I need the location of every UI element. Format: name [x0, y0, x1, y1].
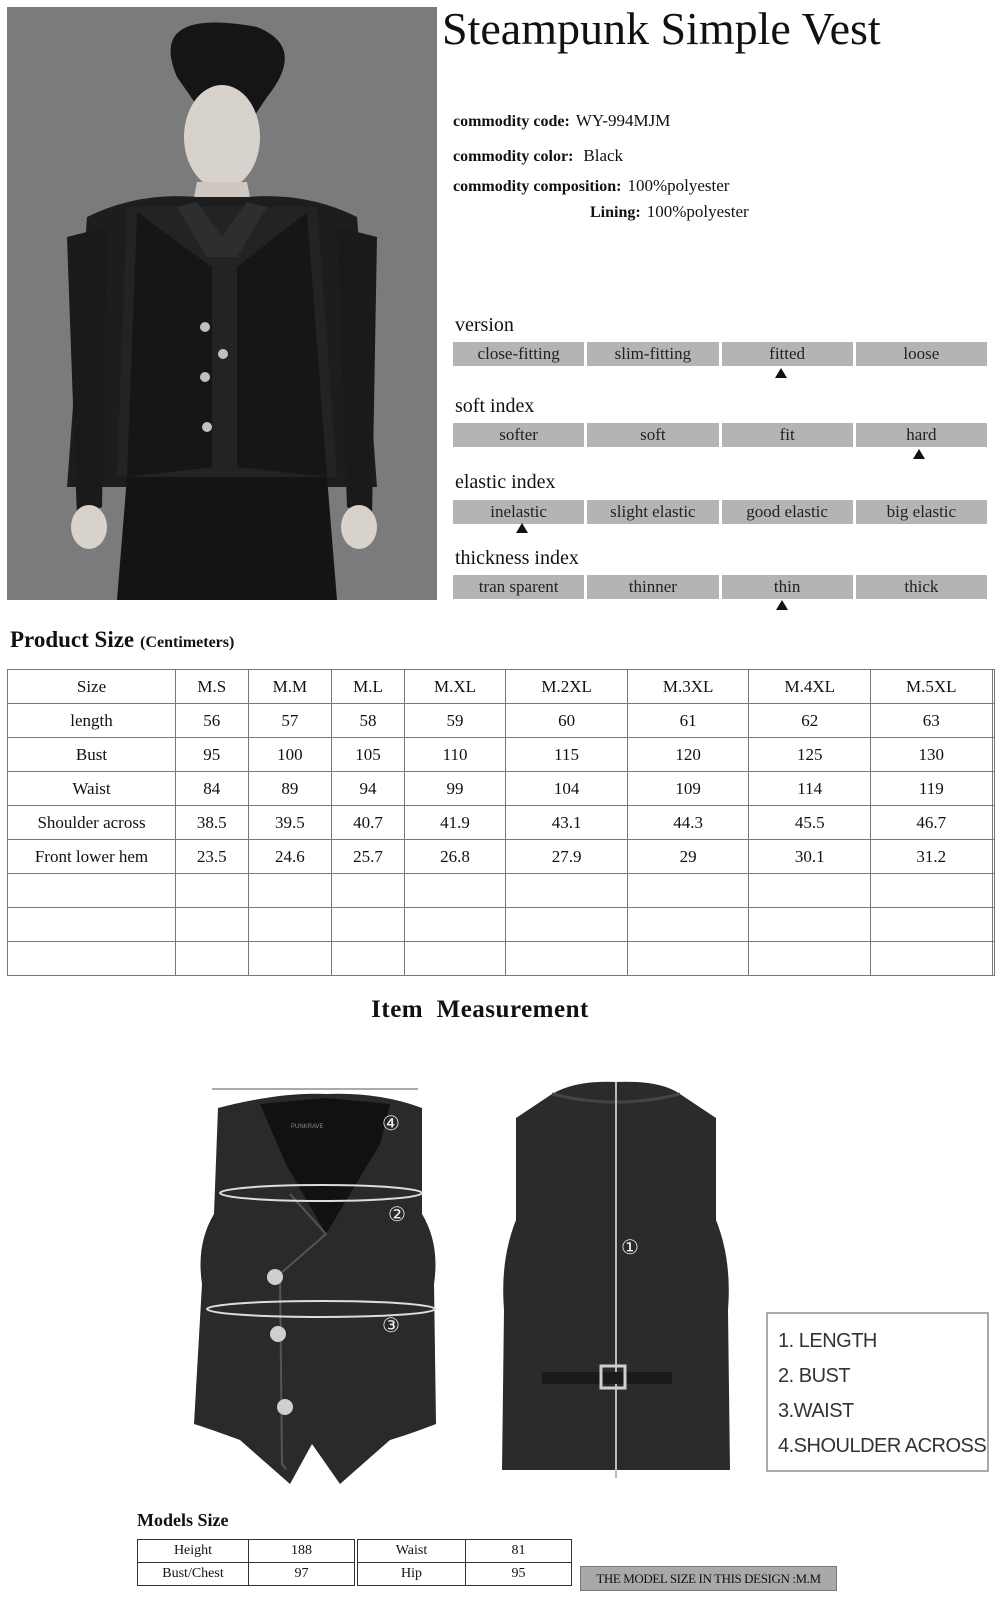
- models-size-title: Models Size: [137, 1510, 229, 1530]
- size-table-cell: 100: [248, 738, 332, 772]
- soft-index-scale: [453, 423, 987, 447]
- size-table-cell: 29: [627, 840, 749, 874]
- elastic-index-option: big elastic: [856, 500, 987, 524]
- size-table-cell: 120: [627, 738, 749, 772]
- spec-lining-key: Lining:: [590, 204, 641, 221]
- size-table-cell: [627, 942, 749, 976]
- size-table-cell: [992, 942, 994, 976]
- size-table-header-cell: M.3XL: [627, 670, 749, 704]
- size-table-header-cell: M.4XL: [749, 670, 871, 704]
- elastic-index-scale: [453, 500, 987, 524]
- size-table-cell: [992, 908, 994, 942]
- thickness-index-option: thin: [722, 575, 853, 599]
- spec-composition-value: 100%polyester: [627, 176, 730, 195]
- model-photo: [7, 7, 437, 600]
- product-size-title: [10, 627, 234, 653]
- thickness-index-label: thickness index: [455, 547, 579, 569]
- size-table-cell: 39.5: [248, 806, 332, 840]
- size-table-cell: 104: [506, 772, 628, 806]
- size-table-cell: 119: [871, 772, 993, 806]
- models-key: Hip: [358, 1563, 466, 1586]
- size-table-cell: 60: [506, 704, 628, 738]
- legend-item: 1. LENGTH: [778, 1330, 877, 1352]
- size-table-cell: [176, 874, 249, 908]
- size-table-header-cell: M.L: [332, 670, 405, 704]
- size-table-cell: [248, 874, 332, 908]
- models-key: Waist: [358, 1540, 466, 1563]
- marker-2-icon: ②: [388, 1202, 406, 1226]
- size-table-cell: 89: [248, 772, 332, 806]
- size-table-row: [8, 874, 995, 908]
- thickness-index-option: tran sparent: [453, 575, 584, 599]
- thickness-index-selected-marker-icon: [776, 600, 788, 610]
- product-size-heading: Product Size: [10, 627, 135, 652]
- size-table-cell: 61: [627, 704, 749, 738]
- size-table-cell: [992, 772, 994, 806]
- size-table-cell: 24.6: [248, 840, 332, 874]
- size-table-cell: [992, 704, 994, 738]
- models-key: Height: [138, 1540, 249, 1563]
- size-table-cell: 45.5: [749, 806, 871, 840]
- size-table-cell: [992, 806, 994, 840]
- models-value: 188: [249, 1540, 355, 1563]
- size-table-cell: 125: [749, 738, 871, 772]
- size-table-cell: [176, 942, 249, 976]
- size-table-cell: [749, 942, 871, 976]
- spec-code-value: WY-994MJM: [575, 111, 671, 130]
- size-table-cell: 130: [871, 738, 993, 772]
- spec-composition: [453, 176, 729, 196]
- legend-item: 3.WAIST: [778, 1400, 854, 1422]
- elastic-index-selected-marker-icon: [516, 523, 528, 533]
- spec-color-value: Black: [583, 146, 624, 165]
- size-table-cell: [8, 908, 176, 942]
- marker-3-icon: ③: [382, 1313, 400, 1337]
- models-table-left: [137, 1539, 355, 1586]
- vest-back-svg: [496, 1080, 736, 1480]
- soft-index-selected-marker-icon: [913, 449, 925, 459]
- size-table-cell: 57: [248, 704, 332, 738]
- size-table-row: [8, 840, 995, 874]
- legend-item: 2. BUST: [778, 1365, 851, 1387]
- version-option: loose: [856, 342, 987, 366]
- size-table-cell: 94: [332, 772, 405, 806]
- size-table-cell: [404, 874, 506, 908]
- size-table-cell: [404, 908, 506, 942]
- size-table-header-row: [8, 670, 995, 704]
- size-table-cell: [332, 874, 405, 908]
- measurement-legend: [766, 1312, 989, 1472]
- size-table-cell: 27.9: [506, 840, 628, 874]
- size-table-cell: [8, 942, 176, 976]
- elastic-index-option: slight elastic: [587, 500, 718, 524]
- size-table-cell: [992, 738, 994, 772]
- size-table-cell: 46.7: [871, 806, 993, 840]
- size-table-cell: [248, 942, 332, 976]
- size-table-row: [8, 942, 995, 976]
- marker-1-icon: ①: [621, 1235, 639, 1259]
- models-value: 81: [466, 1540, 572, 1563]
- size-table-cell: 114: [749, 772, 871, 806]
- spec-color-key: commodity color:: [453, 148, 574, 165]
- version-option: fitted: [722, 342, 853, 366]
- models-value: 97: [249, 1563, 355, 1586]
- size-table-cell: [8, 874, 176, 908]
- size-table-cell: 44.3: [627, 806, 749, 840]
- size-table-header-cell: M.M: [248, 670, 332, 704]
- spec-code-key: commodity code:: [453, 113, 570, 130]
- version-scale: [453, 342, 987, 366]
- version-label: version: [455, 314, 514, 336]
- soft-index-option: fit: [722, 423, 853, 447]
- vest-back-diagram: [496, 1080, 736, 1485]
- size-table-cell: 95: [176, 738, 249, 772]
- size-table-header-cell: M.5XL: [871, 670, 993, 704]
- size-table-header-cell: [992, 670, 994, 704]
- version-option: close-fitting: [453, 342, 584, 366]
- size-table-cell: [992, 840, 994, 874]
- spec-color: [453, 146, 623, 166]
- size-table-cell: 23.5: [176, 840, 249, 874]
- size-table-cell: Bust: [8, 738, 176, 772]
- size-table-cell: [506, 908, 628, 942]
- soft-index-option: softer: [453, 423, 584, 447]
- size-table-row: [8, 806, 995, 840]
- brand-tag: PUNKRAVE: [291, 1124, 324, 1130]
- size-table-cell: Shoulder across: [8, 806, 176, 840]
- item-measurement-title: Item Measurement: [371, 996, 589, 1023]
- size-table-cell: [506, 942, 628, 976]
- size-table-cell: 26.8: [404, 840, 506, 874]
- size-table-cell: 59: [404, 704, 506, 738]
- size-table-cell: Front lower hem: [8, 840, 176, 874]
- marker-4-icon: ④: [382, 1111, 400, 1135]
- size-table-cell: 40.7: [332, 806, 405, 840]
- size-table-header-cell: Size: [8, 670, 176, 704]
- size-table-cell: 105: [332, 738, 405, 772]
- size-table-cell: 58: [332, 704, 405, 738]
- soft-index-label: soft index: [455, 395, 535, 417]
- size-table-cell: [871, 874, 993, 908]
- spec-composition-key: commodity composition:: [453, 178, 622, 195]
- spec-code: [453, 111, 670, 131]
- size-table-header-cell: M.XL: [404, 670, 506, 704]
- product-size-unit: (Centimeters): [140, 634, 235, 651]
- size-table-cell: 84: [176, 772, 249, 806]
- size-table-cell: [176, 908, 249, 942]
- size-table-cell: Waist: [8, 772, 176, 806]
- size-table-cell: 31.2: [871, 840, 993, 874]
- thickness-index-option: thinner: [587, 575, 718, 599]
- vest-front-svg: [190, 1084, 452, 1486]
- size-table-cell: 63: [871, 704, 993, 738]
- elastic-index-option: good elastic: [722, 500, 853, 524]
- size-table-cell: [992, 874, 994, 908]
- size-table-cell: 56: [176, 704, 249, 738]
- thickness-index-option: thick: [856, 575, 987, 599]
- size-table-cell: [627, 908, 749, 942]
- soft-index-option: soft: [587, 423, 718, 447]
- size-table-cell: 41.9: [404, 806, 506, 840]
- elastic-index-label: elastic index: [455, 471, 556, 493]
- size-table-cell: [871, 942, 993, 976]
- size-table-cell: [871, 908, 993, 942]
- size-table-cell: [404, 942, 506, 976]
- soft-index-option: hard: [856, 423, 987, 447]
- product-title: Steampunk Simple Vest: [442, 3, 881, 54]
- model-size-note: THE MODEL SIZE IN THIS DESIGN :M.M: [580, 1566, 837, 1591]
- size-table-cell: [627, 874, 749, 908]
- models-table-right: [357, 1539, 572, 1586]
- size-table-row: [8, 772, 995, 806]
- size-table-cell: 115: [506, 738, 628, 772]
- size-table-row: [8, 704, 995, 738]
- size-table-row: [8, 908, 995, 942]
- size-table-cell: [749, 874, 871, 908]
- models-value: 95: [466, 1563, 572, 1586]
- thickness-index-scale: [453, 575, 987, 599]
- elastic-index-option: inelastic: [453, 500, 584, 524]
- version-selected-marker-icon: [775, 368, 787, 378]
- size-table-cell: 43.1: [506, 806, 628, 840]
- size-table-cell: [749, 908, 871, 942]
- size-table-cell: [332, 942, 405, 976]
- size-table-cell: 109: [627, 772, 749, 806]
- size-table-cell: 25.7: [332, 840, 405, 874]
- size-table-cell: [248, 908, 332, 942]
- spec-lining: [590, 202, 749, 222]
- size-table-cell: [332, 908, 405, 942]
- model-illustration: [7, 7, 437, 600]
- size-table-cell: 110: [404, 738, 506, 772]
- size-table-row: [8, 738, 995, 772]
- version-option: slim-fitting: [587, 342, 718, 366]
- size-table-cell: 38.5: [176, 806, 249, 840]
- vest-front-diagram: [190, 1084, 452, 1491]
- size-table-header-cell: M.2XL: [506, 670, 628, 704]
- size-table-cell: [506, 874, 628, 908]
- legend-item: 4.SHOULDER ACROSS: [778, 1435, 987, 1457]
- size-table-cell: 99: [404, 772, 506, 806]
- spec-lining-value: 100%polyester: [646, 202, 749, 221]
- size-table-cell: 62: [749, 704, 871, 738]
- size-table-cell: 30.1: [749, 840, 871, 874]
- models-key: Bust/Chest: [138, 1563, 249, 1586]
- size-table: [7, 669, 995, 976]
- size-table-cell: length: [8, 704, 176, 738]
- size-table-header-cell: M.S: [176, 670, 249, 704]
